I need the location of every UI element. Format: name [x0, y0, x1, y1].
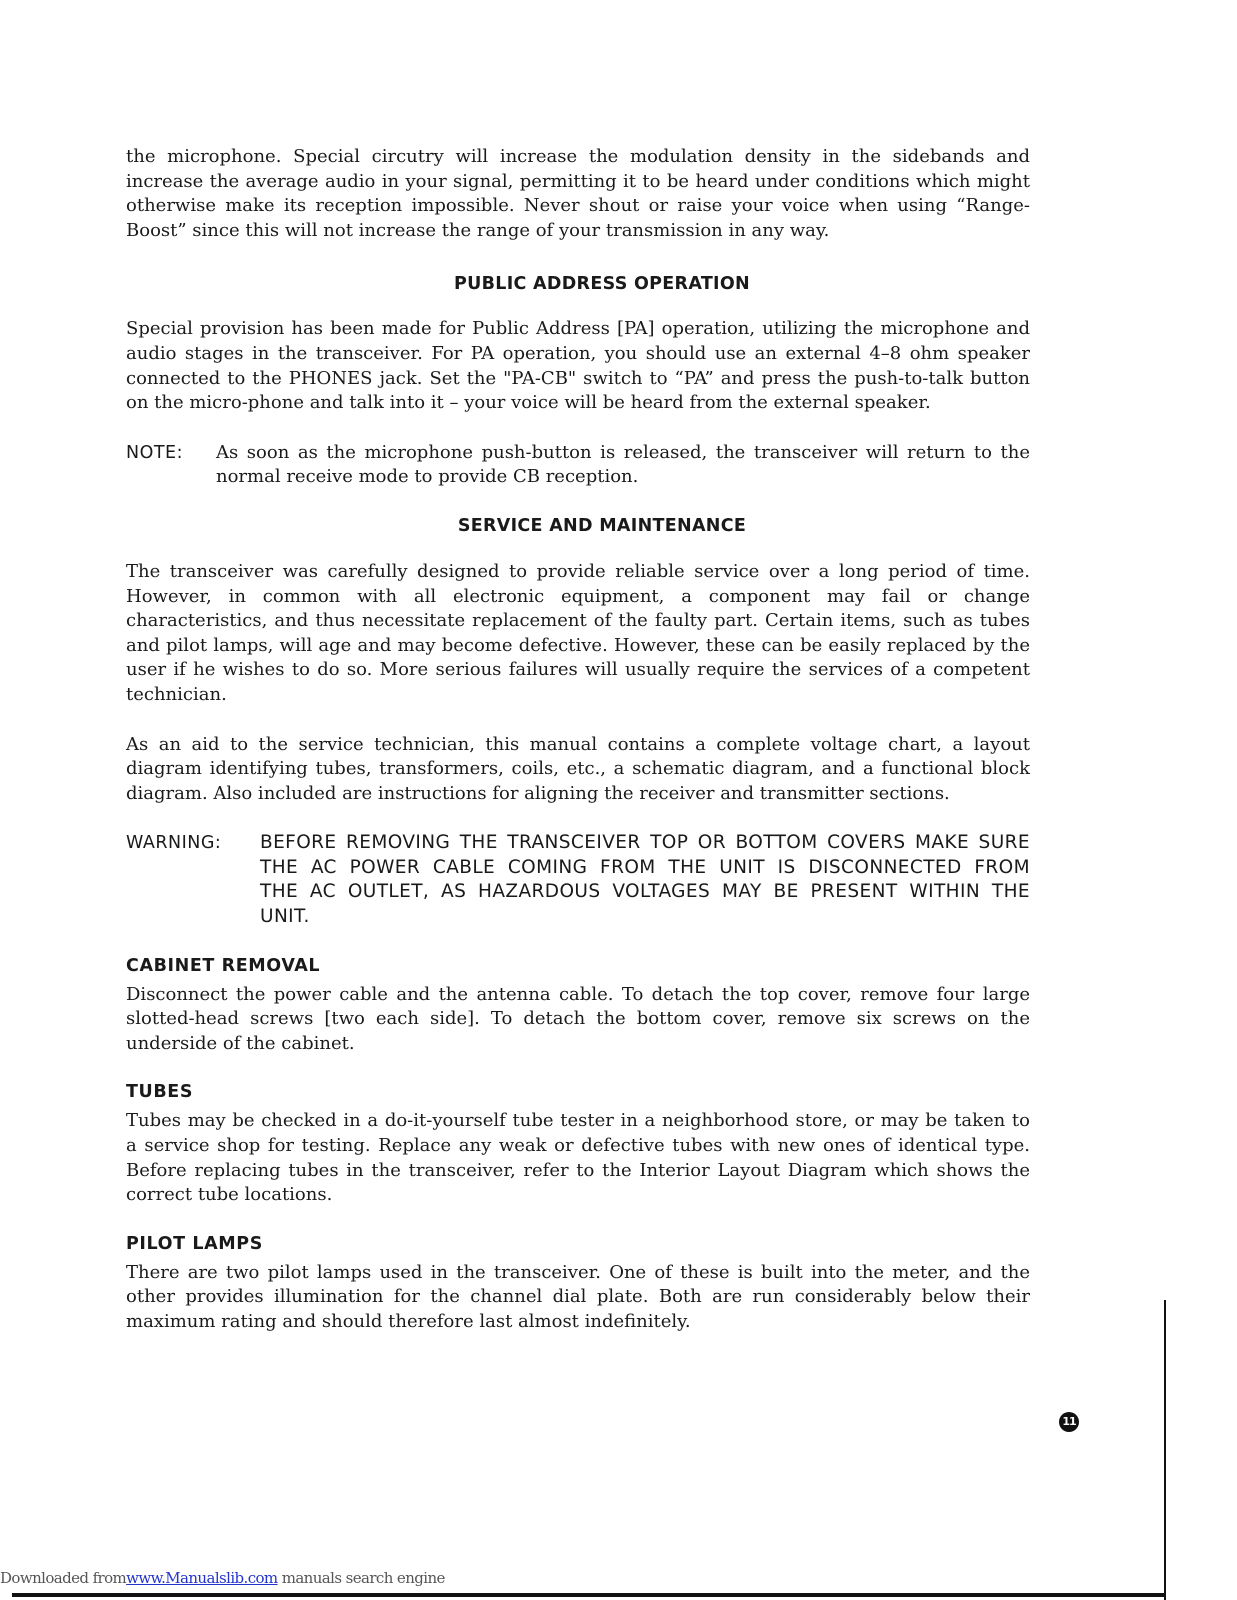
note-text: As soon as the microphone push-button is released, the transceiver will return to the normal receive mode to provide CB reception.	[216, 441, 1030, 488]
page-number-badge: 11	[1059, 1412, 1079, 1432]
intro-paragraph: the microphone. Special circutry will increase the modulation density in the sidebands and increase the average audio in your signal, permitting it to be heard under conditions which might otherwise make its reception impossible. Never shout or raise your voice when using “Range-Boost” since this will not increase the range of your transmission in any way.	[126, 146, 1030, 241]
warning-text: BEFORE REMOVING THE TRANSCEIVER TOP OR BOTTOM COVERS MAKE SURE THE AC POWER CABLE COMING FROM THE UNIT IS DISCONNECTED FROM THE AC OUTLET, AS HAZARDOUS VOLTAGES MAY BE PRESENT WITHIN THE UNIT.	[260, 832, 1030, 928]
download-footer	[0, 1569, 445, 1587]
tubes-paragraph: Tubes may be checked in a do-it-yourself tube tester in a neighborhood store, or may be taken to a service shop for testing. Replace any weak or defective tubes with new ones of identical type. Before replacing tubes in the transceiver, refer to the Interior Layout Diagram which shows the correct tube locations.	[126, 1110, 1030, 1206]
service-paragraph-2: As an aid to the service technician, this manual contains a complete voltage chart, a layout diagram identifying tubes, transformers, coils, etc., a schematic diagram, and a functional block diagram. Also included are instructions for aligning the receiver and transmitter sections.	[126, 733, 1030, 804]
footer-suffix: manuals search engine	[281, 1569, 445, 1587]
public-address-paragraph: Special provision has been made for Public Address [PA] operation, utilizing the microphone and audio stages in the transceiver. For PA operation, you should use an external 4–8 ohm speaker connected to the PHONES jack. Set the "PA-CB" switch to “PA” and press the push-to-talk button on the micro-phone and talk into it – your voice will be heard from the external speaker.	[126, 318, 1030, 414]
warning-block	[126, 831, 1030, 929]
scan-edge-line	[1164, 1300, 1166, 1600]
manualslib-link[interactable]: www.Manualslib.com	[126, 1569, 278, 1587]
tubes-heading: TUBES	[126, 1082, 194, 1103]
scan-bottom-line	[12, 1593, 1166, 1597]
warning-label: WARNING:	[126, 833, 222, 854]
service-paragraph-1: The transceiver was carefully designed to provide reliable service over a long period of time. However, in common with all electronic equipment, a component may fail or change characteristics, and thus necessitate replacement of the faulty part. Certain items, such as tubes and pilot lamps, will age and may become defective. However, these can be easily replaced by the user if he wishes to do so. More serious failures will usually require the services of a competent technician.	[126, 560, 1030, 705]
cabinet-removal-heading: CABINET REMOVAL	[126, 955, 321, 976]
pilot-lamps-heading: PILOT LAMPS	[126, 1233, 263, 1254]
pilot-lamps-paragraph: There are two pilot lamps used in the transceiver. One of these is built into the meter, and the other provides illumination for the channel dial plate. Both are run considerably below their maximum rating and should therefore last almost indefinitely.	[126, 1261, 1030, 1332]
cabinet-removal-paragraph: Disconnect the power cable and the antenna cable. To detach the top cover, remove four large slotted-head screws [two each side]. To detach the bottom cover, remove six screws on the underside of the cabinet.	[126, 983, 1030, 1054]
service-maintenance-heading: SERVICE AND MAINTENANCE	[457, 515, 747, 536]
note-label: NOTE:	[126, 442, 184, 463]
footer-prefix: Downloaded from	[0, 1569, 127, 1587]
note-block	[126, 441, 1030, 490]
public-address-heading: PUBLIC ADDRESS OPERATION	[453, 274, 750, 295]
manual-page	[126, 145, 1030, 1335]
